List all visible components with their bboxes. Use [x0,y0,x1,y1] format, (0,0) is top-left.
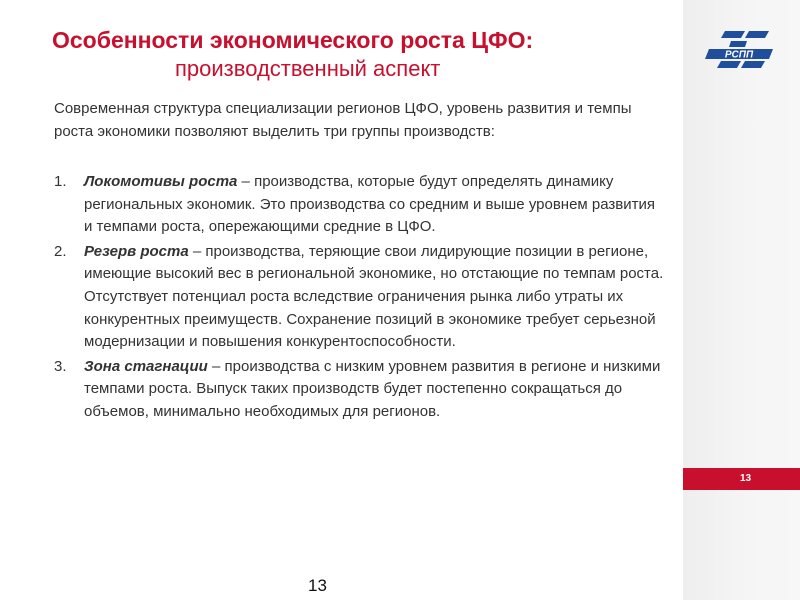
intro-paragraph: Современная структура специализации регионов ЦФО, уровень развития и темпы роста экономики позволяют выделить три группы производств: [54,100,632,140]
list-item-number: 1. [54,173,67,190]
list-item-number: 3. [54,357,67,375]
list-item [54,171,666,239]
list-item [54,356,666,424]
list-item-text: – производства с низким уровнем развития в регионе и низкими темпами роста. Выпуск таких производств будет постепенно сокращаться до объемов, минимально необходимых для регионов. [84,357,661,420]
production-groups-list [54,171,666,426]
slide-title: Особенности экономического роста ЦФО: [52,27,534,53]
rspp-logo-icon [703,28,775,80]
list-item-term: Зона стагнации [84,357,208,375]
list-item [54,241,666,354]
page-number: 13 [308,576,327,595]
logo-text: РСПП [724,49,754,61]
list-item-term: Локомотивы роста [84,173,238,190]
list-item-text: – производства, которые будут определять динамику региональных экономик. Это производства со средним и выше уровнем развития и темпами роста, опережающими средние в ЦФО. [84,173,656,236]
list-item-term: Резерв роста [84,242,189,260]
list-item-text: – производства, теряющие свои лидирующие позиции в регионе, имеющие высокий вес в региональной экономике, но отстающие по темпам роста. Отсутствует потенциал роста вследствие ограничения рынка либо утраты их конкурентных преимуществ. Сохранение позиций в экономике требует серьезной модернизации и повышения конкурентоспособности. [84,242,664,351]
list-item-number: 2. [54,242,67,260]
slide-subtitle: производственный аспект [175,56,441,81]
slide-number-badge: 13 [740,473,752,484]
sidebar-panel [683,0,800,600]
